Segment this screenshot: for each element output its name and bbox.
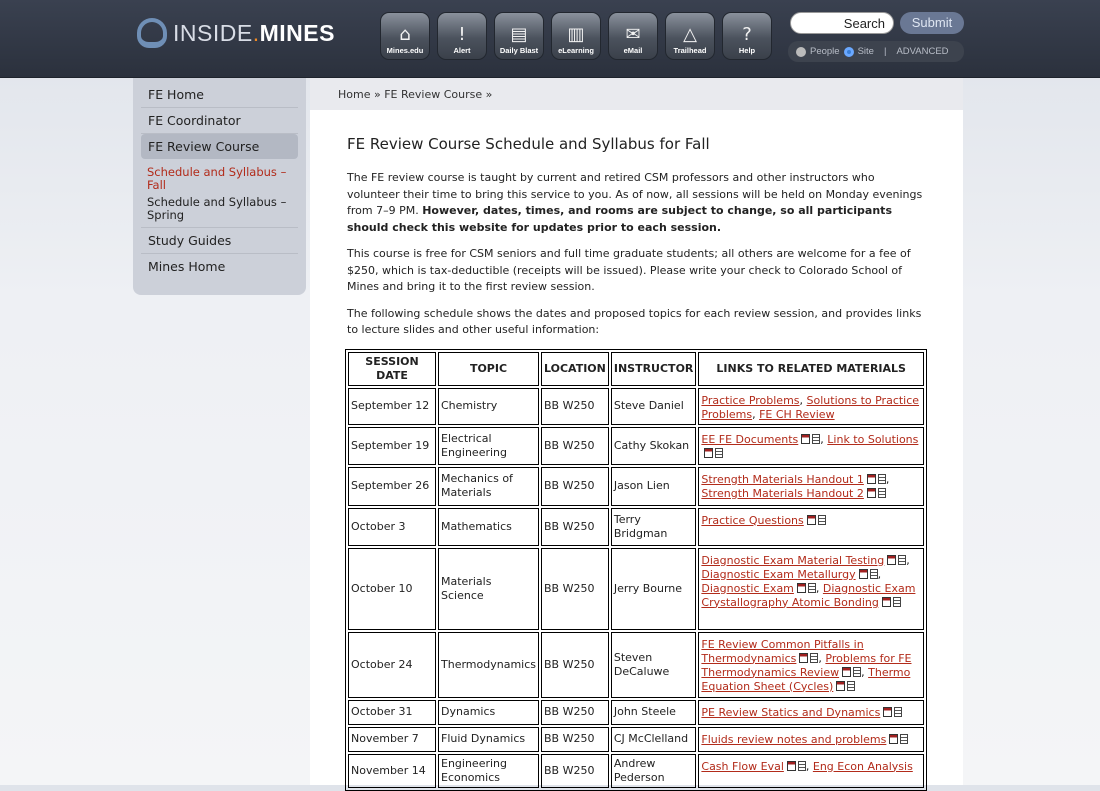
alert-icon: ! xyxy=(458,24,466,45)
cell-inst: Cathy Skokan xyxy=(611,427,697,465)
nav-email[interactable] xyxy=(608,12,658,60)
table-row xyxy=(348,508,924,546)
main-content xyxy=(310,78,963,785)
cell-inst: Jason Lien xyxy=(611,467,697,506)
material-link[interactable]: Practice Problems xyxy=(701,393,800,407)
table-row xyxy=(348,754,924,788)
nav-label: Trailhead xyxy=(673,46,707,55)
document-icon[interactable] xyxy=(715,448,723,458)
cell-date: November 14 xyxy=(348,754,436,788)
separator: , xyxy=(820,432,828,446)
document-icon[interactable] xyxy=(798,761,806,771)
breadcrumb-links[interactable]: Home » FE Review Course » xyxy=(338,88,493,101)
cell-links xyxy=(698,754,924,788)
material-link[interactable]: Fluids review notes and problems xyxy=(701,732,887,746)
separator: , xyxy=(815,581,823,595)
cell-inst: CJ McClelland xyxy=(611,727,697,752)
material-link[interactable]: EE FE Documents xyxy=(701,432,799,446)
quick-nav xyxy=(380,12,772,60)
cell-loc: BB W250 xyxy=(541,508,609,546)
people-label: People xyxy=(810,46,840,57)
table-row xyxy=(348,467,924,506)
pdf-icon[interactable] xyxy=(797,583,806,593)
nav-label: Daily Blast xyxy=(499,46,539,55)
document-icon[interactable] xyxy=(818,515,826,525)
trailhead-icon: △ xyxy=(683,24,697,45)
cell-date: September 12 xyxy=(348,388,436,425)
material-link[interactable]: FE Review Common Pitfalls in Thermodynamics xyxy=(701,637,864,665)
newspaper-icon: ▤ xyxy=(510,24,528,45)
nav-alert[interactable] xyxy=(437,12,487,60)
sidebar xyxy=(133,78,306,295)
pdf-icon[interactable] xyxy=(836,681,845,691)
cell-inst: John Steele xyxy=(611,700,697,725)
cell-date: November 7 xyxy=(348,727,436,752)
document-icon[interactable] xyxy=(900,734,908,744)
document-icon[interactable] xyxy=(878,474,886,484)
cell-links xyxy=(698,508,924,546)
pdf-icon[interactable] xyxy=(787,761,796,771)
table-row xyxy=(348,632,924,698)
separator: , xyxy=(818,651,826,665)
separator: , xyxy=(752,407,760,421)
cell-inst: Jerry Bourne xyxy=(611,548,697,630)
people-radio[interactable] xyxy=(796,47,806,57)
site-header xyxy=(0,0,1100,78)
intro-warning: However, dates, times, and rooms are subject to change, so all participants should check this website for updates prior to each session. xyxy=(347,204,892,234)
material-link[interactable]: FE CH Review xyxy=(759,407,835,421)
table-row xyxy=(348,700,924,725)
cell-loc: BB W250 xyxy=(541,548,609,630)
material-link[interactable]: Diagnostic Exam xyxy=(701,581,794,595)
cell-topic: Chemistry xyxy=(438,388,539,425)
intro-paragraph xyxy=(347,170,927,236)
inside-mines-logo[interactable] xyxy=(137,18,335,48)
pdf-icon[interactable] xyxy=(807,515,816,525)
material-link[interactable]: Strength Materials Handout 2 xyxy=(701,486,864,500)
logo-text: INSIDE.MINES xyxy=(173,19,335,46)
table-row xyxy=(348,548,924,630)
column-header: LOCATION xyxy=(541,352,609,386)
material-link[interactable]: PE Review Statics and Dynamics xyxy=(701,705,881,719)
table-row xyxy=(348,388,924,425)
cell-loc: BB W250 xyxy=(541,467,609,506)
submit-button[interactable]: Submit xyxy=(900,12,964,34)
pdf-icon[interactable] xyxy=(842,667,851,677)
sidebar-item-fe-coordinator[interactable]: FE Coordinator xyxy=(141,108,298,134)
nav-help[interactable] xyxy=(722,12,772,60)
fee-paragraph: This course is free for CSM seniors and full time graduate students; all others are welcome for a fee of $250, which is tax-deductible (receipts will be issued). Please write your check to Colorado School of Mines and bring it to the first review session. xyxy=(347,247,911,293)
separator: , xyxy=(906,553,910,567)
column-header: TOPIC xyxy=(438,352,539,386)
nav-trailhead[interactable] xyxy=(665,12,715,60)
envelope-icon: ✉ xyxy=(625,24,641,45)
search-input[interactable]: Search xyxy=(790,12,894,34)
separator: , xyxy=(877,567,882,581)
breadcrumb xyxy=(310,78,963,110)
document-icon[interactable] xyxy=(893,597,901,607)
nav-daily-blast[interactable] xyxy=(494,12,544,60)
books-icon: ▥ xyxy=(567,24,585,45)
table-row xyxy=(348,727,924,752)
pdf-icon[interactable] xyxy=(867,488,876,498)
material-link[interactable]: Problems for FE Thermodynamics Review xyxy=(701,651,912,679)
cell-loc: BB W250 xyxy=(541,388,609,425)
sidebar-subitem-fall[interactable]: Schedule and Syllabus – Fall xyxy=(147,165,287,192)
pdf-icon[interactable] xyxy=(883,707,892,717)
cell-date: September 19 xyxy=(348,427,436,465)
sidebar-item-study-guides[interactable]: Study Guides xyxy=(141,228,298,254)
cell-links xyxy=(698,632,924,698)
cell-inst: Steve Daniel xyxy=(611,388,697,425)
separator: , xyxy=(799,393,807,407)
pdf-icon[interactable] xyxy=(801,434,810,444)
document-icon[interactable] xyxy=(808,583,816,593)
cell-date: October 3 xyxy=(348,508,436,546)
cell-links xyxy=(698,467,924,506)
nav-mines-edu[interactable] xyxy=(380,12,430,60)
mines-logo-icon xyxy=(137,18,167,48)
document-icon[interactable] xyxy=(853,667,861,677)
sidebar-item-mines-home[interactable]: Mines Home xyxy=(148,259,226,274)
schedule-table xyxy=(345,349,927,791)
column-header: LINKS TO RELATED MATERIALS xyxy=(698,352,924,386)
pdf-icon[interactable] xyxy=(889,734,898,744)
cell-loc: BB W250 xyxy=(541,754,609,788)
cell-topic: Engineering Economics xyxy=(438,754,539,788)
home-icon: ⌂ xyxy=(399,24,411,45)
column-header: INSTRUCTOR xyxy=(611,352,697,386)
sidebar-item-fe-home[interactable]: FE Home xyxy=(141,82,298,108)
nav-label: Mines.edu xyxy=(386,46,424,55)
cell-links xyxy=(698,727,924,752)
page-title: FE Review Course Schedule and Syllabus for Fall xyxy=(347,135,710,153)
pdf-icon[interactable] xyxy=(867,474,876,484)
separator: , xyxy=(885,472,890,486)
nav-label: Alert xyxy=(453,46,471,55)
cell-date: October 24 xyxy=(348,632,436,698)
pdf-icon[interactable] xyxy=(882,597,891,607)
advanced-search-link[interactable]: ADVANCED xyxy=(896,46,949,57)
nav-label: eMail xyxy=(623,46,643,55)
schedule-intro: The following schedule shows the dates and proposed topics for each review session, and provides links to lecture slides and other useful information: xyxy=(347,306,922,336)
pdf-icon[interactable] xyxy=(859,569,868,579)
search-options xyxy=(788,41,964,62)
material-link[interactable]: Link to Solutions xyxy=(827,432,919,446)
nav-elearning[interactable] xyxy=(551,12,601,60)
sidebar-subitem-spring[interactable]: Schedule and Syllabus – Spring xyxy=(141,194,298,228)
cell-links xyxy=(698,700,924,725)
material-link[interactable]: Diagnostic Exam Metallurgy xyxy=(701,567,856,581)
material-link[interactable]: Diagnostic Exam Material Testing xyxy=(701,553,885,567)
cell-date: October 10 xyxy=(348,548,436,630)
site-radio[interactable] xyxy=(844,47,854,57)
cell-inst: Andrew Pederson xyxy=(611,754,697,788)
cell-loc: BB W250 xyxy=(541,427,609,465)
separator: | xyxy=(883,46,887,57)
pdf-icon[interactable] xyxy=(799,653,808,663)
nav-label: Help xyxy=(738,46,756,55)
separator: , xyxy=(861,665,869,679)
cell-topic: Mechanics of Materials xyxy=(438,467,539,506)
cell-loc: BB W250 xyxy=(541,700,609,725)
material-link[interactable]: Thermo Equation Sheet (Cycles) xyxy=(701,665,911,693)
separator: , xyxy=(805,759,813,773)
cell-inst: Steven DeCaluwe xyxy=(611,632,697,698)
document-icon[interactable] xyxy=(894,707,902,717)
material-link[interactable]: Diagnostic Exam Crystallography Atomic Bonding xyxy=(701,581,916,609)
document-icon[interactable] xyxy=(847,681,855,691)
material-link[interactable]: Cash Flow Eval xyxy=(701,759,784,773)
cell-inst: Terry Bridgman xyxy=(611,508,697,546)
document-icon[interactable] xyxy=(878,488,886,498)
cell-topic: Fluid Dynamics xyxy=(438,727,539,752)
column-header: SESSION DATE xyxy=(348,352,436,386)
material-link[interactable]: Practice Questions xyxy=(701,513,804,527)
cell-topic: Mathematics xyxy=(438,508,539,546)
cell-links xyxy=(698,548,924,630)
material-link[interactable]: Eng Econ Analysis xyxy=(812,759,913,773)
cell-topic: Thermodynamics xyxy=(438,632,539,698)
cell-topic: Electrical Engineering xyxy=(438,427,539,465)
cell-topic: Dynamics xyxy=(438,700,539,725)
material-link[interactable]: Solutions to Practice Problems xyxy=(701,393,920,421)
cell-loc: BB W250 xyxy=(541,632,609,698)
pdf-icon[interactable] xyxy=(704,448,713,458)
cell-date: September 26 xyxy=(348,467,436,506)
material-link[interactable]: Strength Materials Handout 1 xyxy=(701,472,864,486)
site-label: Site xyxy=(857,46,874,57)
table-row xyxy=(348,427,924,465)
cell-loc: BB W250 xyxy=(541,727,609,752)
intro-text: The FE review course is taught by current and retired CSM professors and other instructors who volunteer their time to bring this service to you. As of now, all sessions will be held on Monday evenings from 7–9 PM. xyxy=(347,171,923,217)
nav-label: eLearning xyxy=(558,46,594,55)
document-icon[interactable] xyxy=(870,569,878,579)
cell-links xyxy=(698,388,924,425)
help-icon: ? xyxy=(742,24,752,45)
cell-links xyxy=(698,427,924,465)
cell-date: October 31 xyxy=(348,700,436,725)
pdf-icon[interactable] xyxy=(887,555,896,565)
cell-topic: Materials Science xyxy=(438,548,539,630)
sidebar-item-fe-review-course[interactable]: FE Review Course xyxy=(141,134,298,159)
